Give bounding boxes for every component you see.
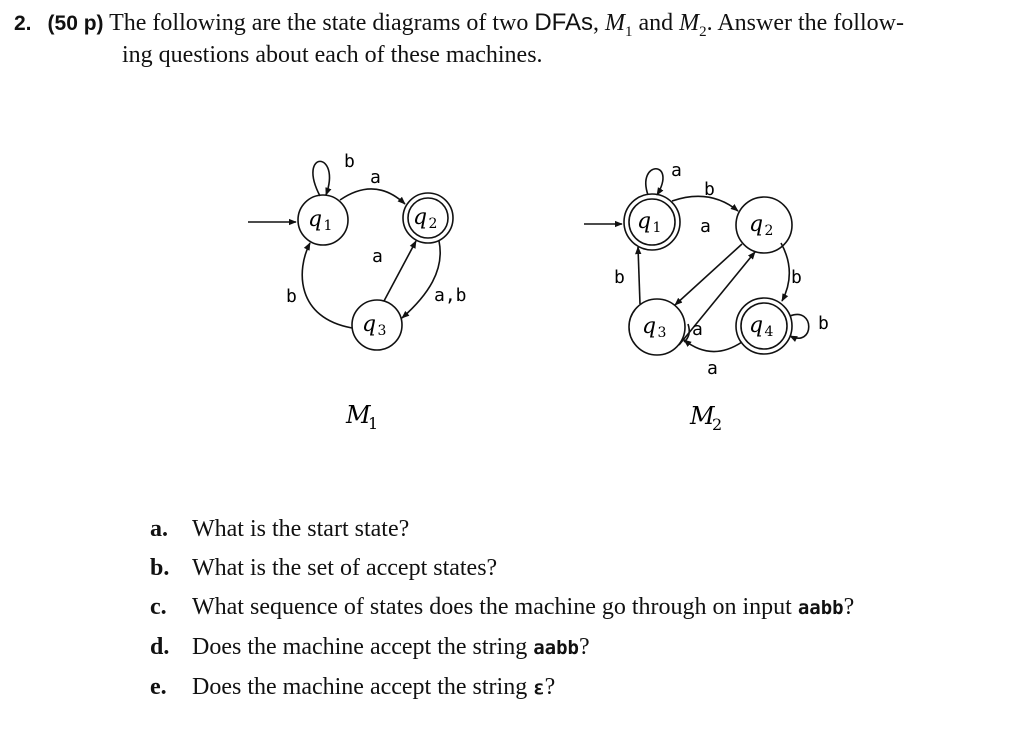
m2-label-q2-q3: a bbox=[700, 216, 711, 237]
problem-number: 2. bbox=[14, 12, 32, 35]
m2-label-q3-q1: b bbox=[614, 267, 625, 288]
problem-points: (50 p) bbox=[47, 12, 104, 35]
diagram-m2 bbox=[584, 160, 829, 434]
m1-symbol-sub: 1 bbox=[625, 23, 633, 40]
m1-caption-sub: 1 bbox=[368, 414, 379, 433]
problem-text-line2: ing questions about each of these machines. bbox=[122, 42, 543, 68]
m1-state-q3 bbox=[352, 300, 402, 350]
svg-text:q: q bbox=[636, 209, 652, 234]
m2-label-q1-self: a bbox=[671, 160, 682, 181]
problem-text-1: The following are the state diagrams of two bbox=[109, 10, 535, 36]
m2-state-q1-accept bbox=[624, 194, 680, 250]
m2-label-q4-self: b bbox=[818, 313, 829, 334]
svg-text:q: q bbox=[748, 212, 764, 237]
svg-text:3: 3 bbox=[377, 323, 387, 339]
m2-symbol: M bbox=[679, 10, 700, 36]
problem-text-4: . Answer the follow- bbox=[706, 10, 904, 36]
m2-label-q3-q4: a bbox=[692, 319, 703, 340]
question-d bbox=[150, 628, 854, 668]
m1-state-q1 bbox=[298, 195, 348, 245]
m1-label-q3-q1: b bbox=[286, 286, 297, 307]
m2-edge-q4-self bbox=[790, 314, 809, 338]
svg-text:2: 2 bbox=[764, 223, 774, 239]
m2-state-q4-accept bbox=[736, 298, 792, 354]
m2-edge-q2-q3 bbox=[675, 244, 742, 305]
m1-state-q2-accept bbox=[403, 193, 453, 243]
empty-string-symbol: ε bbox=[533, 677, 545, 699]
question-letter: b. bbox=[150, 555, 170, 581]
m2-label-q1-q2: b bbox=[704, 179, 715, 200]
question-c bbox=[150, 588, 854, 628]
m1-label-q3-q2: a bbox=[372, 246, 383, 267]
question-suffix: ? bbox=[578, 634, 590, 660]
m2-edge-q2-q4 bbox=[781, 243, 789, 301]
m2-caption: M bbox=[690, 402, 715, 430]
question-letter: e. bbox=[150, 674, 167, 700]
svg-text:1: 1 bbox=[323, 218, 333, 234]
svg-text:1: 1 bbox=[652, 220, 662, 236]
question-a bbox=[150, 510, 854, 549]
question-text: Does the machine accept the string bbox=[192, 674, 534, 700]
input-string: aabb bbox=[797, 597, 844, 619]
m1-edge-q1-self bbox=[313, 161, 330, 196]
dfas-term: DFAs bbox=[534, 9, 593, 36]
problem-text-2: , bbox=[593, 10, 605, 36]
m1-edge-q1-q2 bbox=[340, 189, 405, 204]
question-list bbox=[150, 510, 854, 708]
m1-label-q2-q3: a,b bbox=[434, 285, 467, 306]
m2-state-q3 bbox=[629, 299, 685, 355]
svg-text:3: 3 bbox=[657, 325, 667, 341]
m2-label-q2-q4: b bbox=[791, 267, 802, 288]
question-text: What is the set of accept states? bbox=[192, 555, 498, 581]
m1-symbol: M bbox=[605, 10, 625, 36]
m2-label-q4-q3: a bbox=[707, 358, 718, 379]
question-text: Does the machine accept the string bbox=[192, 634, 534, 660]
svg-text:4: 4 bbox=[764, 324, 774, 340]
m1-edge-q3-q1 bbox=[302, 243, 352, 328]
m2-edge-q3-q1 bbox=[638, 247, 640, 304]
m1-label-q1-self: b bbox=[344, 151, 355, 172]
svg-text:q: q bbox=[641, 314, 657, 339]
question-letter: d. bbox=[150, 634, 170, 660]
m2-caption-sub: 2 bbox=[712, 415, 723, 434]
question-letter: c. bbox=[150, 594, 167, 620]
m2-edge-q4-q3 bbox=[684, 340, 742, 352]
question-e bbox=[150, 668, 854, 708]
m2-symbol-sub: 2 bbox=[699, 23, 707, 40]
question-suffix: ? bbox=[544, 674, 556, 700]
svg-text:q: q bbox=[748, 313, 764, 338]
input-string: aabb bbox=[533, 637, 579, 659]
m1-edge-q3-q2 bbox=[384, 241, 416, 301]
m2-edge-q1-self bbox=[646, 169, 663, 195]
svg-text:q: q bbox=[307, 207, 323, 232]
m1-edge-q2-q3 bbox=[402, 241, 440, 318]
m1-label-q1-q2: a bbox=[370, 167, 381, 188]
question-suffix: ? bbox=[843, 594, 855, 620]
svg-text:q: q bbox=[361, 312, 377, 337]
svg-text:2: 2 bbox=[428, 216, 438, 232]
problem-text-3: and bbox=[632, 10, 680, 36]
m2-state-q2 bbox=[736, 197, 792, 253]
m1-caption: M bbox=[346, 401, 371, 429]
question-text: What is the start state? bbox=[192, 516, 410, 542]
question-text: What sequence of states does the machine go through on input bbox=[192, 594, 798, 620]
svg-text:q: q bbox=[412, 205, 428, 230]
question-b bbox=[150, 549, 854, 588]
diagram-m1 bbox=[248, 151, 467, 433]
question-letter: a. bbox=[150, 516, 168, 542]
